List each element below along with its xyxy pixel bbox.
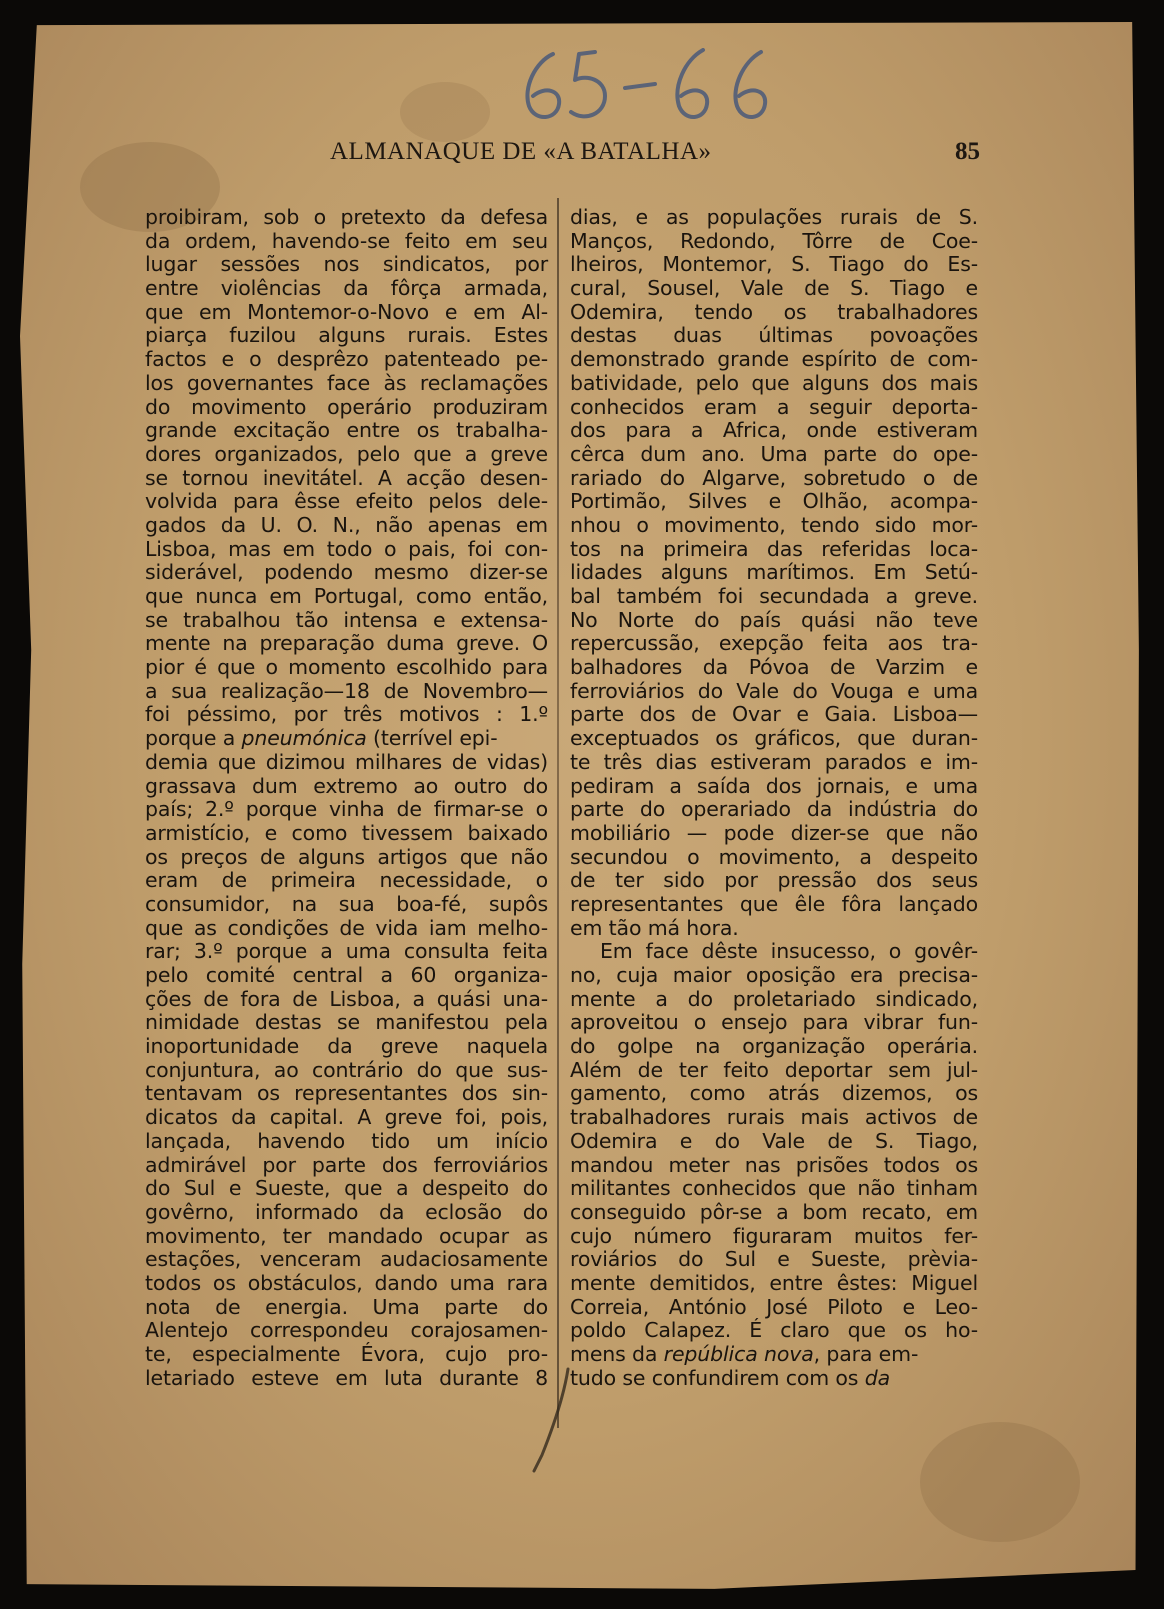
text-line: demonstrado grande espírito de com- bbox=[570, 347, 978, 372]
text-line: No Norte do país quási não teve bbox=[570, 607, 978, 632]
text-line: dos para a Africa, onde estiveram bbox=[570, 418, 978, 443]
text-segment: , para em- bbox=[813, 1342, 919, 1366]
text-line: Correia, António José Piloto e Leo- bbox=[570, 1294, 978, 1319]
text-line: país; 2.º porque vinha de firmar-se o bbox=[145, 797, 548, 822]
running-title: ALMANAQUE DE «A BATALHA» bbox=[330, 138, 712, 165]
page-number: 85 bbox=[955, 138, 980, 165]
text-line: estações, venceram audaciosamente bbox=[145, 1247, 548, 1272]
text-line: Alentejo correspondeu corajosamen- bbox=[145, 1318, 548, 1343]
text-line: mente a do proletariado sindicado, bbox=[570, 986, 978, 1011]
running-header bbox=[330, 138, 980, 178]
text-line: mente na preparação duma greve. O bbox=[145, 631, 548, 656]
text-line-with-italic bbox=[145, 727, 548, 751]
text-line: repercussão, exepção feita aos tra- bbox=[570, 631, 978, 656]
text-line: lidades alguns marítimos. Em Setú- bbox=[570, 560, 978, 585]
text-line: dicatos da capital. A greve foi, pois, bbox=[145, 1105, 548, 1130]
text-line: movimento, ter mandado ocupar as bbox=[145, 1223, 548, 1248]
text-line: conjuntura, ao contrário do que sus- bbox=[145, 1057, 548, 1082]
pencil-stroke bbox=[520, 1365, 580, 1475]
text-line: bal também foi secundada a greve. bbox=[570, 584, 978, 608]
text-line: cujo número figuraram muitos fer- bbox=[570, 1223, 978, 1248]
text-line: da ordem, havendo-se feito em seu bbox=[145, 228, 548, 253]
text-line: te três dias estiveram parados e im- bbox=[570, 749, 978, 774]
text-line: exceptuados os gráficos, que duran- bbox=[570, 726, 978, 751]
text-line: entre violências da fôrça armada, bbox=[145, 276, 548, 301]
text-line: conseguido pôr-se a bom recato, em bbox=[570, 1199, 978, 1224]
text-line: Odemira, tendo os trabalhadores bbox=[570, 299, 978, 324]
text-line: piarça fuzilou alguns rurais. Estes bbox=[145, 323, 548, 348]
text-line: do golpe na organização operária. bbox=[570, 1034, 978, 1059]
italic-term: da bbox=[864, 1365, 890, 1390]
text-line: pediram a saída dos jornais, e uma bbox=[570, 773, 978, 798]
text-line: lançada, havendo tido um início bbox=[145, 1128, 548, 1153]
text-line-with-italic bbox=[570, 1343, 978, 1367]
italic-term: república nova bbox=[663, 1342, 814, 1366]
text-line: no, cuja maior oposição era precisa- bbox=[570, 963, 978, 987]
column-divider bbox=[557, 198, 559, 1428]
paper-stain bbox=[920, 1422, 1080, 1542]
text-line: rariado do Algarve, sobretudo o de bbox=[570, 465, 978, 490]
text-line: admirável por parte dos ferroviários bbox=[145, 1152, 548, 1177]
text-line: cêrca dum ano. Uma parte do ope- bbox=[570, 441, 978, 466]
text-line: parte do operariado da indústria do bbox=[570, 797, 978, 822]
text-line: volvida para êsse efeito pelos dele- bbox=[145, 489, 548, 514]
paper-stain bbox=[400, 82, 490, 142]
text-segment: tudo se confundirem com os bbox=[570, 1365, 865, 1390]
text-line: ferroviários do Vale do Vouga e uma bbox=[570, 678, 978, 703]
text-line: todos os obstáculos, dando uma rara bbox=[145, 1270, 548, 1295]
column-right bbox=[570, 206, 978, 1390]
text-line: mobiliário — pode dizer-se que não bbox=[570, 820, 978, 845]
text-line: batividade, pelo que alguns dos mais bbox=[570, 370, 978, 395]
text-line: grande excitação entre os trabalha- bbox=[145, 418, 548, 443]
handwritten-page-annotation bbox=[515, 40, 785, 130]
text-line: tos na primeira das referidas loca- bbox=[570, 536, 978, 561]
text-line: militantes conhecidos que não tinham bbox=[570, 1176, 978, 1201]
text-line: te, especialmente Évora, cujo pro- bbox=[145, 1342, 548, 1366]
text-line: Lisboa, mas em todo o pais, foi con- bbox=[145, 536, 548, 561]
text-line: gamento, como atrás dizemos, os bbox=[570, 1081, 978, 1106]
text-line: se tornou inevitátel. A acção desen- bbox=[145, 465, 548, 490]
text-line: letariado esteve em luta durante 8 bbox=[145, 1365, 548, 1390]
text-line: balhadores da Póvoa de Varzim e bbox=[570, 655, 978, 680]
text-line: proibiram, sob o pretexto da defesa bbox=[145, 205, 548, 229]
text-line-paragraph-end: em tão má hora. bbox=[570, 915, 739, 940]
text-line-paragraph-start: Em face dêste insucesso, o govêr- bbox=[600, 939, 978, 964]
text-line: pior é que o momento escolhido para bbox=[145, 655, 548, 680]
text-line: parte dos de Ovar e Gaia. Lisboa— bbox=[570, 702, 978, 727]
text-line: gados da U. O. N., não apenas em bbox=[145, 512, 548, 537]
text-line: pelo comité central a 60 organiza- bbox=[145, 963, 548, 987]
text-line: Além de ter feito deportar sem jul- bbox=[570, 1057, 978, 1082]
text-line: roviários do Sul e Sueste, prèvia- bbox=[570, 1247, 978, 1272]
text-line: que em Montemor-o-Novo e em Al- bbox=[145, 299, 548, 324]
text-segment: porque a bbox=[145, 726, 242, 751]
text-line: conhecidos eram a seguir deporta- bbox=[570, 394, 978, 419]
text-line: trabalhadores rurais mais activos de bbox=[570, 1105, 978, 1130]
text-line: rar; 3.º porque a uma consulta feita bbox=[145, 939, 548, 964]
text-line: armistício, e como tivessem baixado bbox=[145, 820, 548, 845]
text-line: nimidade destas se manifestou pela bbox=[145, 1010, 548, 1035]
text-line: factos e o desprêzo patenteado pe- bbox=[145, 347, 548, 372]
text-line: destas duas últimas povoações bbox=[570, 323, 978, 348]
text-line: a sua realização—18 de Novembro— bbox=[145, 678, 548, 703]
text-line: do Sul e Sueste, que a despeito do bbox=[145, 1176, 548, 1201]
text-line: se trabalhou tão intensa e extensa- bbox=[145, 607, 548, 632]
text-segment: (terrível epi- bbox=[366, 726, 498, 751]
text-line: mente demitidos, entre êstes: Miguel bbox=[570, 1270, 978, 1295]
text-line: foi péssimo, por três motivos : 1.º bbox=[145, 702, 548, 727]
text-line: Portimão, Silves e Olhão, acompa- bbox=[570, 489, 978, 514]
text-line: dores organizados, pelo que a greve bbox=[145, 441, 548, 466]
text-line: poldo Calapez. É claro que os ho- bbox=[570, 1318, 978, 1343]
text-line: do movimento operário produziram bbox=[145, 394, 548, 419]
text-line: grassava dum extremo ao outro do bbox=[145, 773, 548, 798]
text-line: cural, Sousel, Vale de S. Tiago e bbox=[570, 276, 978, 301]
text-line: los governantes face às reclamações bbox=[145, 370, 548, 395]
text-line: de ter sido por pressão dos seus bbox=[570, 868, 978, 893]
text-segment: mens da bbox=[570, 1342, 664, 1366]
text-line-with-italic bbox=[570, 1367, 978, 1391]
column-left bbox=[145, 206, 548, 1390]
text-line: Manços, Redondo, Tôrre de Coe- bbox=[570, 228, 978, 253]
text-line: Odemira e do Vale de S. Tiago, bbox=[570, 1128, 978, 1153]
text-line: ções de fora de Lisboa, a quási una- bbox=[145, 986, 548, 1011]
text-line: mandou meter nas prisões todos os bbox=[570, 1152, 978, 1177]
text-line: govêrno, informado da eclosão do bbox=[145, 1199, 548, 1224]
italic-term: pneumónica bbox=[241, 726, 367, 751]
text-line: aproveitou o ensejo para vibrar fun- bbox=[570, 1010, 978, 1035]
text-line: nota de energia. Uma parte do bbox=[145, 1294, 548, 1319]
text-line: tentavam os representantes dos sin- bbox=[145, 1081, 548, 1106]
text-line: representantes que êle fôra lançado bbox=[570, 891, 978, 916]
text-line: dias, e as populações rurais de S. bbox=[570, 205, 978, 229]
text-line: os preços de alguns artigos que não bbox=[145, 844, 548, 869]
text-line: siderável, podendo mesmo dizer-se bbox=[145, 560, 548, 585]
text-line: nhou o movimento, tendo sido mor- bbox=[570, 512, 978, 537]
text-line: eram de primeira necessidade, o bbox=[145, 868, 548, 893]
text-line: inoportunidade da greve naquela bbox=[145, 1034, 548, 1059]
text-line: que nunca em Portugal, como então, bbox=[145, 584, 548, 608]
text-line: lheiros, Montemor, S. Tiago do Es- bbox=[570, 252, 978, 277]
text-line: consumidor, na sua boa-fé, supôs bbox=[145, 891, 548, 916]
text-line: que as condições de vida iam melho- bbox=[145, 915, 548, 940]
text-line: lugar sessões nos sindicatos, por bbox=[145, 252, 548, 277]
text-line: secundou o movimento, a despeito bbox=[570, 844, 978, 869]
text-line: demia que dizimou milhares de vidas) bbox=[145, 749, 548, 774]
